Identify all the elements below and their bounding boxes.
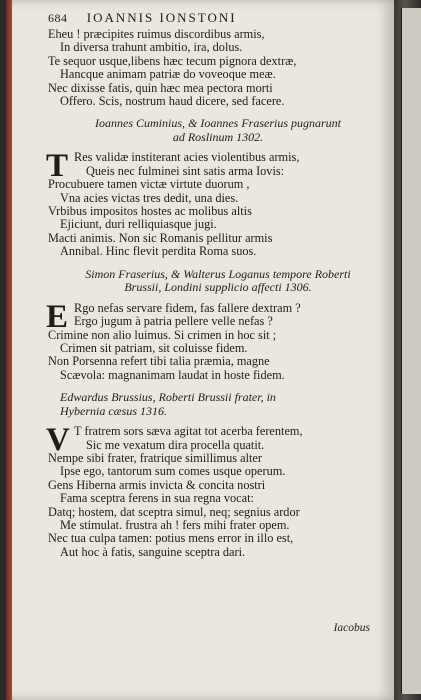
verse-line: Res validæ institerant acies violentibus armis, — [74, 150, 300, 165]
drop-capital: T — [46, 148, 69, 185]
drop-capital: V — [46, 422, 70, 459]
heading-line: ad Roslinum 1302. — [172, 129, 264, 144]
poem-heading — [48, 391, 388, 418]
verse-line: Procubuere tamen victæ virtute duorum , — [48, 177, 250, 192]
verse-line: Te sequor usque,libens hæc tecum pignora dextræ, — [48, 53, 297, 68]
verse-line: Fama sceptra ferens in sua regna vocat: — [60, 491, 254, 506]
poem-heading — [48, 268, 388, 295]
page-number: 684 — [48, 11, 68, 25]
catchword: Iacobus — [333, 622, 370, 634]
verse-line: Crimen sit patriam, sit coluisse fidem. — [60, 340, 248, 355]
verse-line: Macti animis. Non sic Romanis pellitur armis — [48, 230, 273, 245]
verse-line: Ergo jugum à patria pellere velle nefas ? — [74, 314, 273, 329]
verse-line: Queis nec fulminei sint satis arma Iovis: — [86, 163, 285, 178]
verse-line: Aut hoc à fatis, sanguine sceptra dari. — [60, 544, 246, 559]
verse-line: Crimine non alio luimus. Si crimen in hoc sit ; — [48, 327, 277, 342]
binding-edge — [6, 0, 12, 700]
verse-line: Vrbibus impositos hostes ac molibus altis — [48, 204, 252, 219]
heading-line: Edwardus Brussius, Roberti Brussii frater, in — [60, 390, 276, 405]
verse-line: Nec tua culpa tamen: potius mens error in illo est, — [48, 531, 294, 546]
verse-line: Eheu ! præcipites ruimus discordibus armis, — [48, 27, 265, 41]
verse-line: In diversa trahunt ambitio, ira, dolus. — [60, 40, 243, 55]
verse-line: Scævola: magnanimam laudat in hoste fidem. — [60, 367, 285, 382]
poem — [46, 298, 388, 382]
running-header — [48, 10, 374, 26]
page-text — [48, 28, 388, 559]
verse-line: Non Porsenna refert tibi talia præmia, magne — [48, 354, 270, 369]
facing-page-edge — [401, 8, 421, 694]
verse-line: Annibal. Hinc flevit perdita Roma suos. — [60, 244, 257, 259]
verse-line: Ejiciunt, duri relliquiasque jugi. — [60, 217, 217, 232]
poem — [46, 148, 388, 259]
book-page — [6, 0, 394, 700]
poem-heading — [48, 117, 388, 144]
verse-line: Rgo nefas servare fidem, fas fallere dextram ? — [74, 300, 301, 315]
verse-line: Gens Hiberna armis invicta & concita nostri — [48, 477, 266, 492]
verse-line: Hancque animam patriæ do voveoque meæ. — [60, 67, 276, 82]
verse-line: Nempe sibi frater, fratrique simillimus alter — [48, 450, 262, 465]
heading-line: Ioannes Cuminius, & Ioannes Fraserius pugnarunt — [95, 116, 341, 131]
poem — [46, 422, 388, 559]
drop-capital: E — [46, 298, 69, 335]
verse-line: Offero. Scis, nostrum haud dicere, sed facere. — [60, 94, 285, 109]
verse-line: Nec dixisse fatis, quin hæc mea pectora morti — [48, 80, 273, 95]
heading-line: Hybernia cæsus 1316. — [60, 403, 167, 418]
verse-line: Datq; hostem, dat sceptra simul, neq; segnius ardor — [48, 504, 300, 519]
running-title: IOANNIS IONSTONI — [86, 10, 237, 25]
verse-line: Ipse ego, tantorum sum comes usque operum. — [60, 464, 286, 479]
verse-line: T fratrem sors sæva agitat tot acerba ferentem, — [74, 424, 303, 439]
heading-line: Brussii, Londini supplicio affecti 1306. — [124, 280, 312, 295]
heading-line: Simon Fraserius, & Walterus Loganus tempore Roberti — [85, 266, 351, 281]
verse-line: Vna acies victas tres dedit, una dies. — [60, 190, 239, 205]
verse-line: Me stimulat. frustra ah ! fers mihi frater opem. — [60, 517, 290, 532]
verse-line: Sic me vexatum dira procella quatit. — [86, 437, 265, 452]
intro-stanza — [48, 28, 388, 108]
